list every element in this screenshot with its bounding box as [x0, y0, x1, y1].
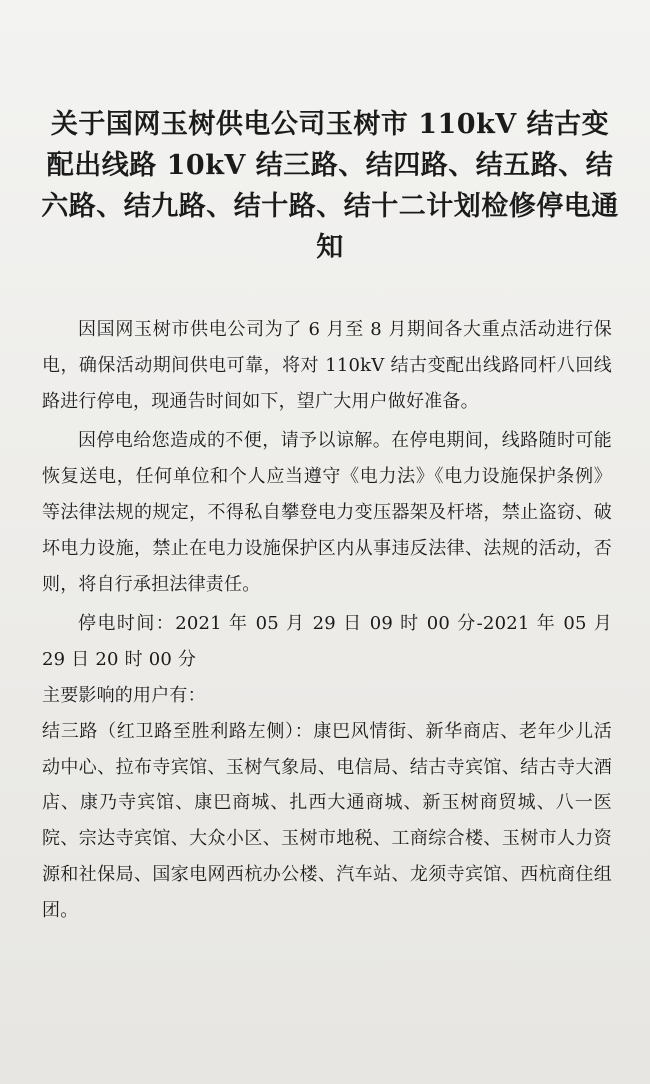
affected-users-heading: 主要影响的用户有： [42, 684, 206, 706]
notice-title: 关于国网玉树供电公司玉树市 110kV 结古变配出线路 10kV 结三路、结四路、结五路、结六路、结九路、结十路、结十二计划检修停电通知 [41, 109, 619, 263]
outage-time: 停电时间：2021 年 05 月 29 日 09 时 00 分-2021 年 05 月 29 日 20 时 00 分 [42, 613, 612, 671]
apology-paragraph: 因停电给您造成的不便，请予以谅解。在停电期间，线路随时可能恢复送电，任何单位和个人应当遵守《电力法》《电力设施保护条例》等法律法规的规定，不得私自攀登电力变压器架及杆塔，禁止盗窃、破坏电力设施，禁止在电力设施保护区内从事违反法律、法规的活动，否则，将自行承担法律责任。 [42, 430, 612, 595]
intro-paragraph: 因国网玉树市供电公司为了 6 月至 8 月期间各大重点活动进行保电，确保活动期间供电可靠，将对 110kV 结古变配出线路同杆八回线路进行停电，现通告时间如下，望广大用户做好准备。 [42, 319, 612, 412]
notice-body [42, 312, 612, 929]
affected-users-list: 结三路（红卫路至胜利路左侧）：康巴风情街、新华商店、老年少儿活动中心、拉布寺宾馆、玉树气象局、电信局、结古寺宾馆、结古寺大酒店、康乃寺宾馆、康巴商城、扎西大通商城、新玉树商贸城、八一医院、宗达寺宾馆、大众小区、玉树市地税、工商综合楼、玉树市人力资源和社保局、国家电网西杭办公楼、汽车站、龙须寺宾馆、西杭商住组团。 [42, 720, 612, 921]
